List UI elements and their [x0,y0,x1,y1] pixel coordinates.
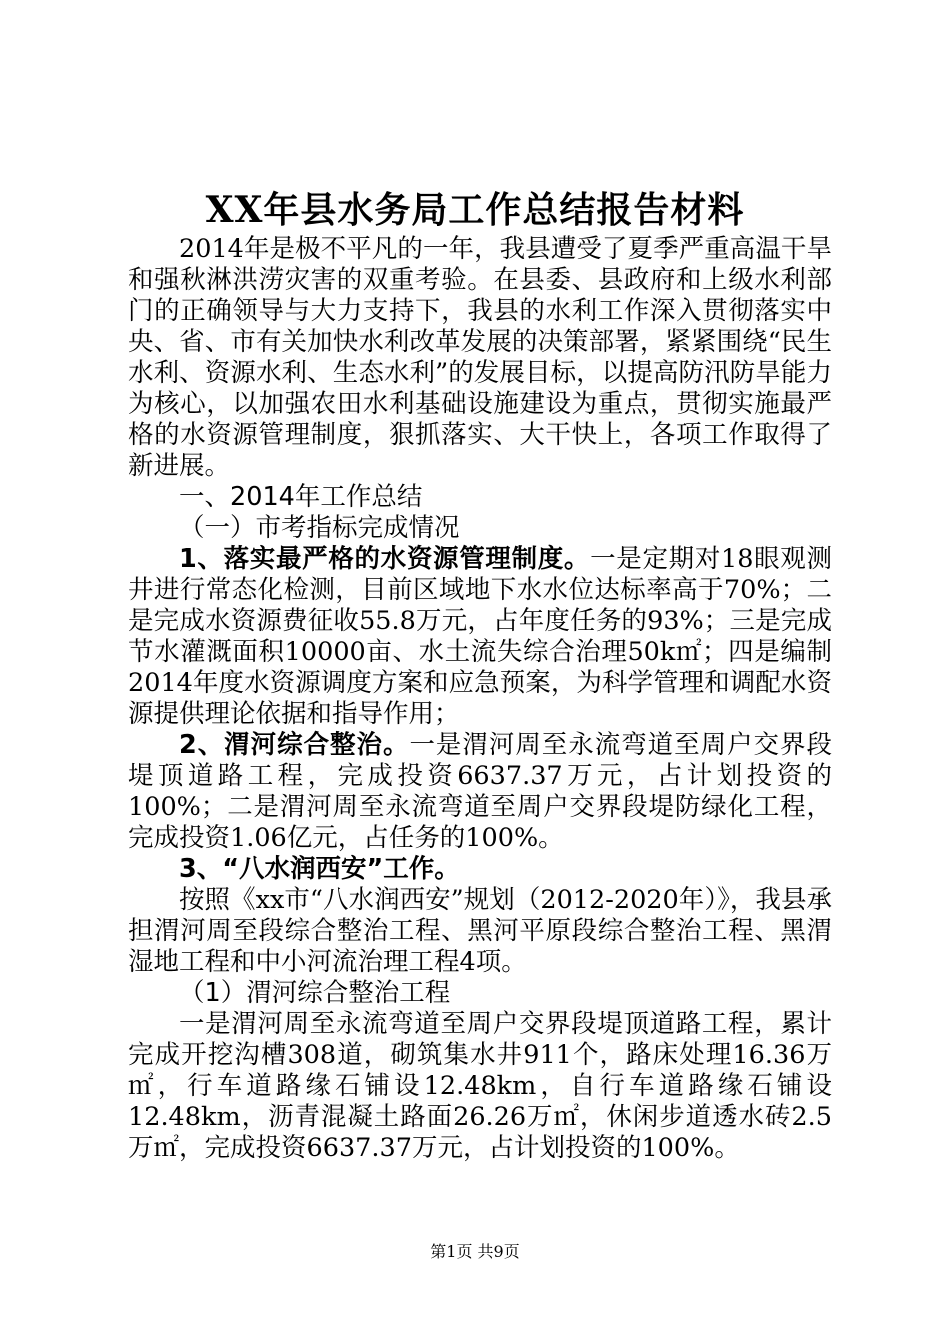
document-body [128,234,832,1164]
item-2-lead: 2、渭河综合整治。 [179,730,410,760]
document-title: XX年县水务局工作总结报告材料 [205,189,745,231]
item-1-lead: 1、落实最严格的水资源管理制度。 [179,544,591,574]
section-heading: 一、2014年工作总结 [179,482,423,512]
item-3-paragraph: 按照《xx市“八水润西安”规划（2012-2020年）》，我县承担渭河周至段综合整治工程、黑河平原段综合整治工程、黑渭湿地工程和中小河流治理工程4项。 [128,885,832,977]
intro-paragraph: 2014年是极不平凡的一年，我县遭受了夏季严重高温干旱和强秋淋洪涝灾害的双重考验。在县委、县政府和上级水利部门的正确领导与大力支持下，我县的水利工作深入贯彻落实中央、省、市有关加快水利改革发展的决策部署，紧紧围绕“民生水利、资源水利、生态水利”的发展目标，以提高防汛防旱能力为核心，以加强农田水利基础设施建设为重点，贯彻实施最严格的水资源管理制度，狠抓落实、大干快上，各项工作取得了新进展。 [128,234,832,481]
subsection-heading: （一）市考指标完成情况 [179,513,460,543]
item-3-heading: 3、“八水润西安”工作。 [179,854,460,884]
item-1-text: 一是定期对18眼观测井进行常态化检测，目前区域地下水水位达标率高于70%；二是完成水资源费征收55.8万元，占年度任务的93%；三是完成节水灌溉面积10000亩、水土流失综合治理50k㎡；四是编制2014年度水资源调度方案和应急预案，为科学管理和调配水资源提供理论依据和指导作用； [128,544,832,729]
sub-item-1-heading: （1）渭河综合整治工程 [179,978,451,1008]
item-2-paragraph [128,730,832,854]
page-footer: 第1页 共9页 [430,1242,520,1261]
item-2-text: 一是渭河周至永流弯道至周户交界段堤顶道路工程，完成投资6637.37万元，占计划投资的100%；二是渭河周至永流弯道至周户交界段堤防绿化工程，完成投资1.06亿元，占任务的100%。 [128,730,832,853]
item-1-paragraph [128,544,832,730]
sub-item-1-paragraph: 一是渭河周至永流弯道至周户交界段堤顶道路工程，累计完成开挖沟槽308道，砌筑集水井911个，路床处理16.36万㎡，行车道路缘石铺设12.48km，自行车道路缘石铺设12.48km，沥青混凝土路面26.26万㎡，休闲步道透水砖2.5万㎡，完成投资6637.37万元，占计划投资的100%。 [128,1009,832,1163]
